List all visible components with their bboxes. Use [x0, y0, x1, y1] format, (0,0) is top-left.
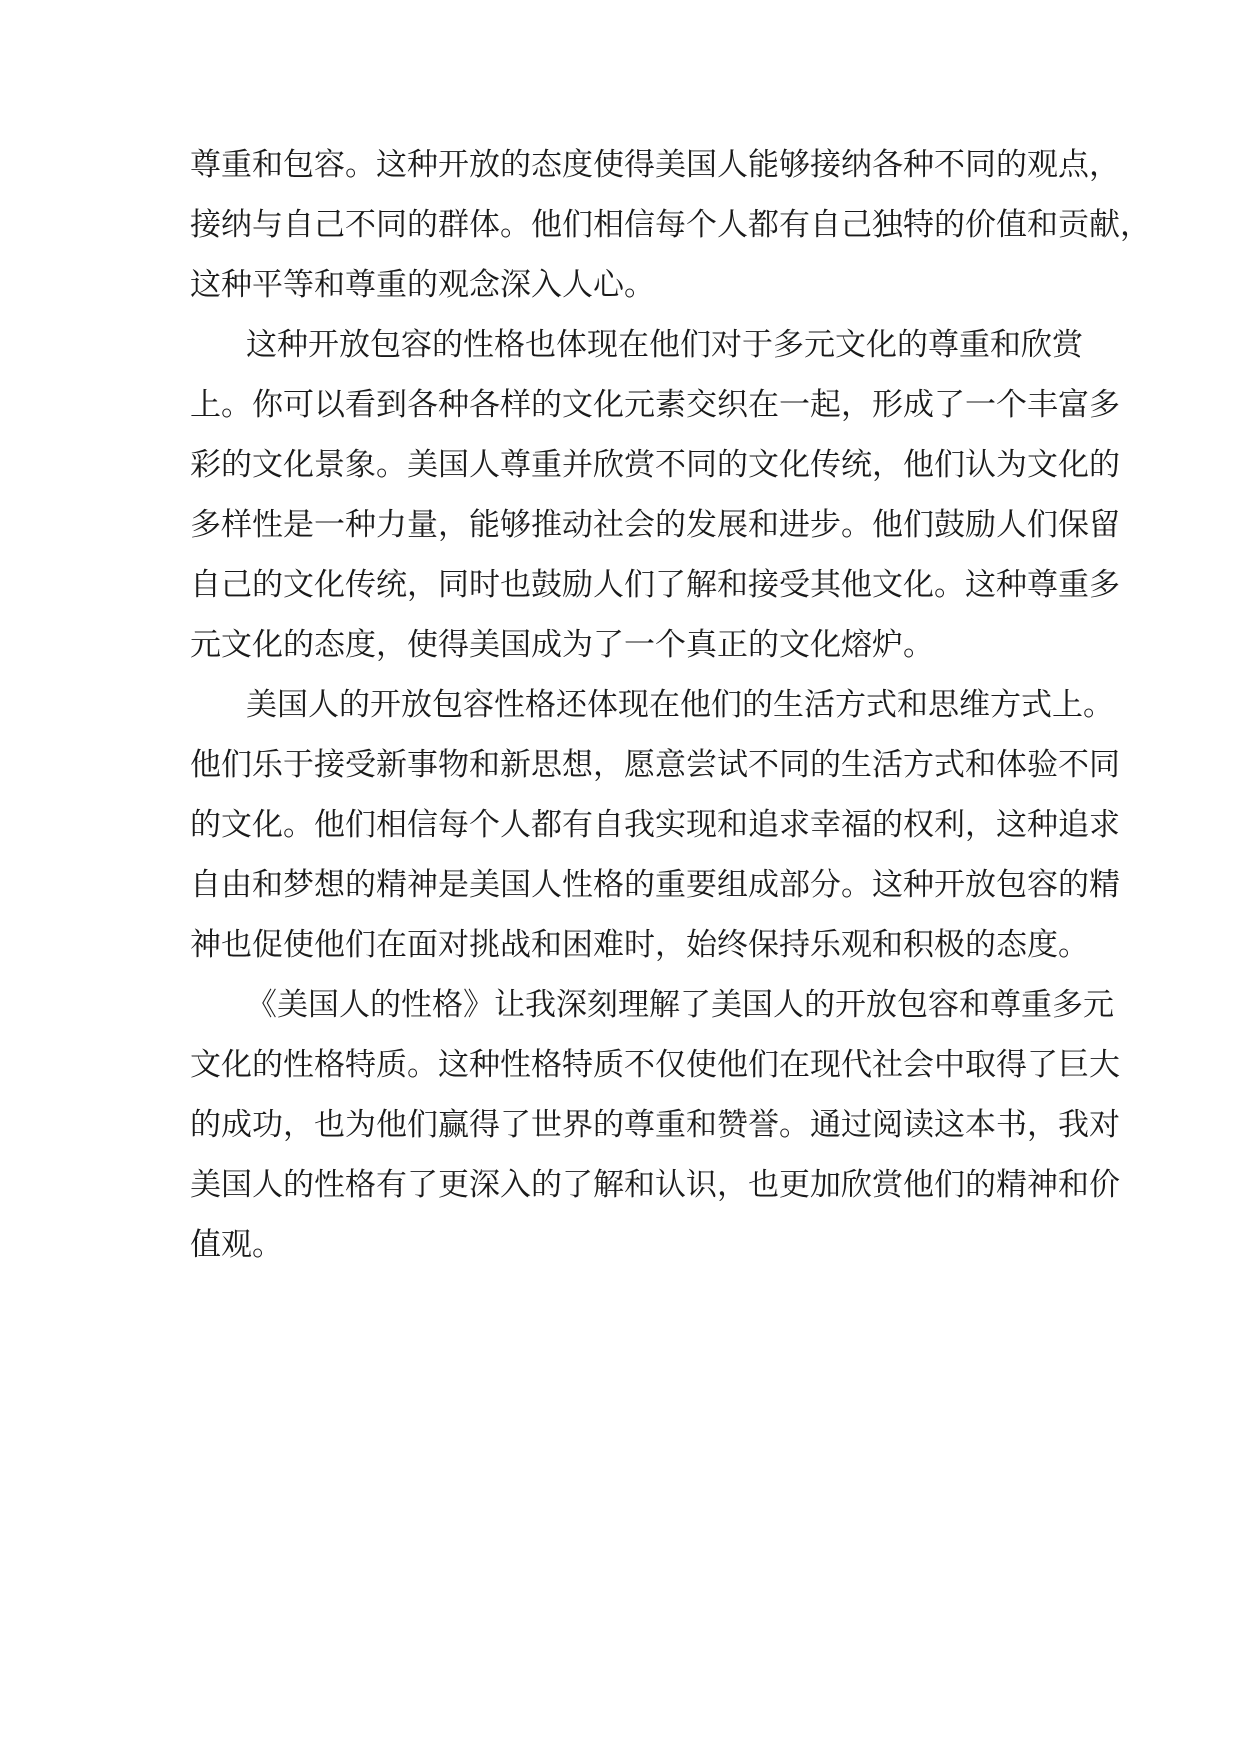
- text-line: 神也促使他们在面对挑战和困难时，始终保持乐观和积极的态度。: [190, 927, 1089, 963]
- text-line: 的文化。他们相信每个人都有自我实现和追求幸福的权利，这种追求: [190, 807, 1120, 843]
- text-line: 元文化的态度，使得美国成为了一个真正的文化熔炉。: [190, 627, 934, 663]
- text-line: 文化的性格特质。这种性格特质不仅使他们在现代社会中取得了巨大: [190, 1047, 1120, 1083]
- text-line: 彩的文化景象。美国人尊重并欣赏不同的文化传统，他们认为文化的: [190, 447, 1120, 483]
- text-line: 自由和梦想的精神是美国人性格的重要组成部分。这种开放包容的精: [190, 867, 1120, 903]
- text-line: 美国人的性格有了更深入的了解和认识，也更加欣赏他们的精神和价: [190, 1167, 1120, 1203]
- paragraph-first-line: 美国人的开放包容性格还体现在他们的生活方式和思维方式上。: [246, 687, 1114, 723]
- text-line: 自己的文化传统，同时也鼓励人们了解和接受其他文化。这种尊重多: [190, 567, 1120, 603]
- paragraph-first-line: 《美国人的性格》让我深刻理解了美国人的开放包容和尊重多元: [246, 987, 1114, 1023]
- text-line: 这种平等和尊重的观念深入人心。: [190, 267, 655, 303]
- text-line: 上。你可以看到各种各样的文化元素交织在一起，形成了一个丰富多: [190, 387, 1120, 423]
- paragraph-first-line: 这种开放包容的性格也体现在他们对于多元文化的尊重和欣赏: [246, 327, 1083, 363]
- text-line: 尊重和包容。这种开放的态度使得美国人能够接纳各种不同的观点，: [190, 147, 1120, 183]
- text-line: 接纳与自己不同的群体。他们相信每个人都有自己独特的价值和贡献，: [190, 207, 1151, 243]
- text-line: 的成功，也为他们赢得了世界的尊重和赞誉。通过阅读这本书，我对: [190, 1107, 1120, 1143]
- text-line: 多样性是一种力量，能够推动社会的发展和进步。他们鼓励人们保留: [190, 507, 1120, 543]
- text-line: 他们乐于接受新事物和新思想，愿意尝试不同的生活方式和体验不同: [190, 747, 1120, 783]
- text-line: 值观。: [190, 1227, 283, 1263]
